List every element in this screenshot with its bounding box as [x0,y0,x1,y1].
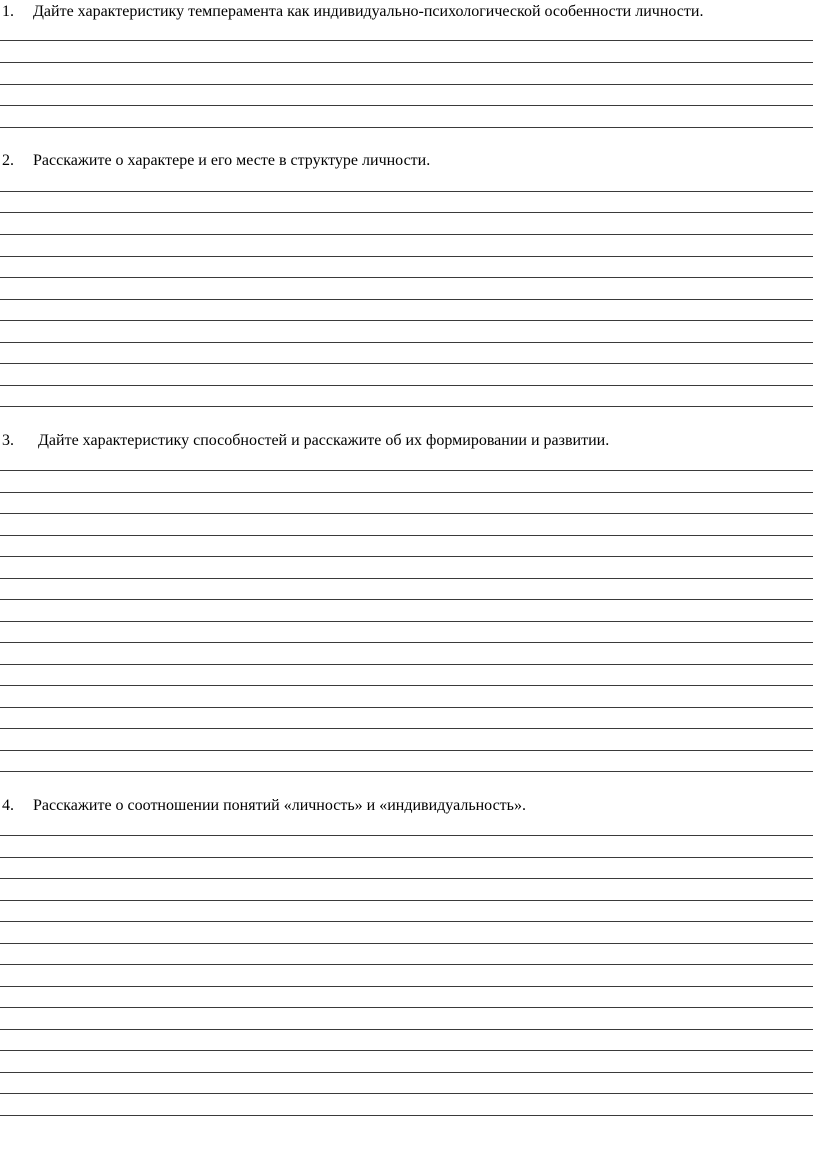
answer-line [0,470,813,471]
answer-line [0,857,813,858]
answer-line [0,986,813,987]
answer-line [0,578,813,579]
answer-line [0,771,813,772]
question-text: Дайте характеристику темперамента как индивидуально-психологической особенности личности. [33,3,704,20]
answer-line [0,685,813,686]
answer-line [0,299,813,300]
answer-line [0,943,813,944]
answer-line [0,342,813,343]
answer-line [0,1115,813,1116]
answer-line [0,84,813,85]
answer-line [0,556,813,557]
answer-line [0,964,813,965]
answer-line [0,62,813,63]
answer-line [0,900,813,901]
answer-line [0,878,813,879]
answer-line [0,664,813,665]
question-number: 2. [2,152,14,169]
question-number: 3. [2,432,14,449]
answer-line [0,835,813,836]
answer-line [0,535,813,536]
question-text: Дайте характеристику способностей и расскажите об их формировании и развитии. [38,432,610,449]
answer-line [0,707,813,708]
answer-line [0,1050,813,1051]
answer-line [0,320,813,321]
answer-line [0,191,813,192]
answer-line [0,492,813,493]
answer-line [0,127,813,128]
answer-line [0,277,813,278]
answer-line [0,363,813,364]
question-text: Расскажите о характере и его месте в структуре личности. [33,152,431,169]
answer-line [0,728,813,729]
answer-line [0,642,813,643]
answer-line [0,1029,813,1030]
answer-line [0,406,813,407]
answer-line [0,1093,813,1094]
answer-line [0,513,813,514]
answer-line [0,750,813,751]
answer-line [0,1072,813,1073]
answer-line [0,256,813,257]
answer-line [0,40,813,41]
answer-line [0,921,813,922]
answer-line [0,385,813,386]
question-text: Расскажите о соотношении понятий «личность» и «индивидуальность». [33,797,526,814]
answer-line [0,105,813,106]
answer-line [0,212,813,213]
answer-line [0,234,813,235]
question-number: 4. [2,797,14,814]
answer-line [0,621,813,622]
answer-line [0,1007,813,1008]
answer-line [0,599,813,600]
question-number: 1. [2,3,14,20]
